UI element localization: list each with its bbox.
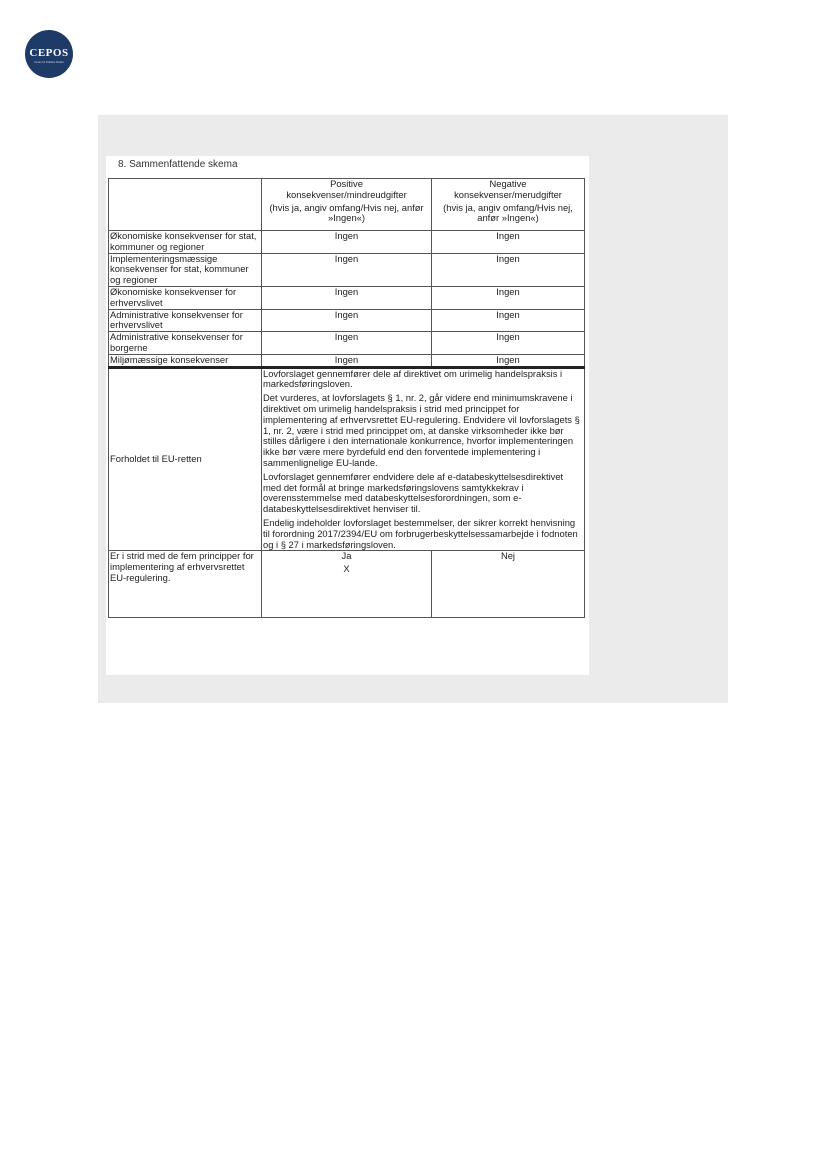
principles-label: Er i strid med de fem principper for implementering af erhvervsrettet EU-regulering. <box>109 551 262 618</box>
eu-paragraph: Det vurderes, at lovforslagets § 1, nr. 2, går videre end minimumskravene i direktivet om urimelig handelspraksis i strid med princippet for implementering af erhvervsrettet EU-regulering. Endvidere vil lovforslagets § 1, nr. 2, være i strid med princippet om, at danske virksomheder ikke bør stilles dårligere i den internationale konkurrence, hvorfor implementeringen ikke bør være mere byrdefuld end den forventede implementering i sammenlignelige EU-lande. <box>263 392 580 468</box>
logo-name: CEPOS <box>29 47 69 59</box>
principles-yes-cell <box>262 551 432 618</box>
header-negative <box>432 179 585 231</box>
section-title: 8. Sammenfattende skema <box>118 159 238 170</box>
eu-label: Forholdet til EU-retten <box>109 367 262 551</box>
table-row <box>109 309 585 332</box>
row-positive-value: Ingen <box>262 354 432 367</box>
principles-yes-label: Ja <box>341 550 352 562</box>
cepos-logo <box>25 30 73 78</box>
header-negative-note: (hvis ja, angiv omfang/Hvis nej, anfør »Ingen«) <box>443 201 573 224</box>
row-positive-value: Ingen <box>262 309 432 332</box>
eu-paragraph: Lovforslaget gennemfører dele af direktivet om urimelig handelspraksis i markedsføringsloven. <box>263 367 563 390</box>
header-negative-title: Negative konsekvenser/merudgifter <box>454 178 562 200</box>
eu-row <box>109 367 585 551</box>
header-positive <box>262 179 432 231</box>
eu-paragraph: Lovforslaget gennemfører endvidere dele af e-databeskyttelsesdirektivet med det formål at bringe markedsføringslovens samtykkekrav i overensstemmelse med databeskyttelsesforordningen, som e-databeskyttelsesdirektivet henviser til. <box>263 470 564 515</box>
summary-table <box>108 178 585 618</box>
row-positive-value: Ingen <box>262 253 432 286</box>
row-positive-value: Ingen <box>262 286 432 309</box>
row-positive-value: Ingen <box>262 231 432 254</box>
principles-row <box>109 551 585 618</box>
table-row <box>109 231 585 254</box>
row-label: Administrative konsekvenser for borgerne <box>109 332 262 355</box>
row-label: Implementeringsmæssige konsekvenser for stat, kommuner og regioner <box>109 253 262 286</box>
logo-subtitle: Center for Politiske Studier <box>34 61 64 64</box>
row-label: Administrative konsekvenser for erhvervslivet <box>109 309 262 332</box>
summary-sheet <box>106 156 589 675</box>
eu-text-cell <box>262 367 585 551</box>
row-negative-value: Ingen <box>432 231 585 254</box>
principles-no-cell <box>432 551 585 618</box>
row-label: Miljømæssige konsekvenser <box>109 354 262 367</box>
row-negative-value: Ingen <box>432 253 585 286</box>
principles-yes-mark: X <box>343 563 350 575</box>
table-row <box>109 253 585 286</box>
row-positive-value: Ingen <box>262 332 432 355</box>
row-negative-value: Ingen <box>432 354 585 367</box>
row-negative-value: Ingen <box>432 286 585 309</box>
header-positive-note: (hvis ja, angiv omfang/Hvis nej, anfør »Ingen«) <box>269 201 424 224</box>
header-empty-cell <box>109 179 262 231</box>
row-label: Økonomiske konsekvenser for erhvervslivet <box>109 286 262 309</box>
eu-paragraph: Endelig indeholder lovforslaget bestemmelser, der sikrer korrekt henvisning til forordning 2017/2394/EU om forbrugerbeskyttelsessamarbejde i fodnoten og i § 27 i markedsføringsloven. <box>263 516 578 550</box>
table-row <box>109 286 585 309</box>
row-negative-value: Ingen <box>432 309 585 332</box>
header-row <box>109 179 585 231</box>
header-positive-title: Positive konsekvenser/mindreudgifter <box>286 178 407 200</box>
row-label: Økonomiske konsekvenser for stat, kommuner og regioner <box>109 231 262 254</box>
table-row <box>109 332 585 355</box>
row-negative-value: Ingen <box>432 332 585 355</box>
principles-no-label: Nej <box>500 550 516 562</box>
table-row <box>109 354 585 367</box>
